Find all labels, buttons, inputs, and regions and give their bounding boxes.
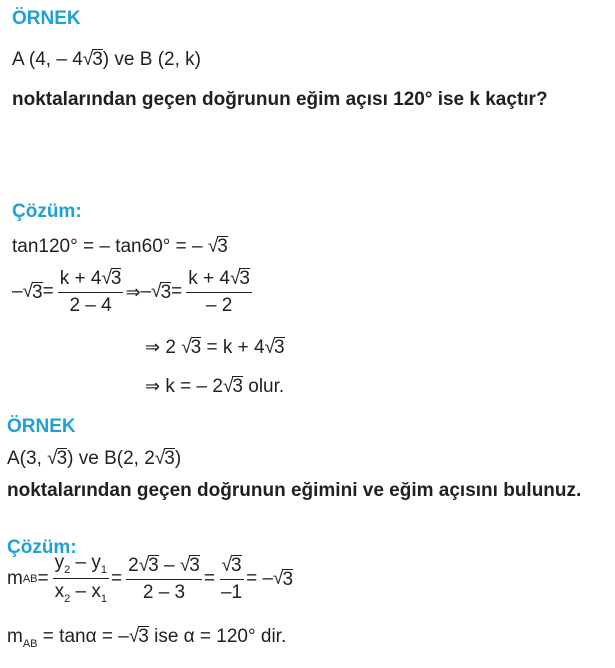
slope-formula-fraction: $\frac{y_2 - y_1}{x_2 - x_1}$	[54, 552, 107, 606]
solution-2-line-1: m AB = $\frac{y_2 - y_1}{x_2 - x_1}$ = $\frac{2√3 - √3}{2 - 3}$ = $\frac{√3}{-1}$ = – √ 3	[7, 552, 294, 606]
slope-simplified-fraction: $\frac{√3}{-1}$	[220, 554, 243, 603]
slope-value-fraction: $\frac{2√3 - √3}{2 - 3}$	[128, 554, 200, 603]
example-heading-1: ÖRNEK	[12, 8, 81, 29]
implies-arrow: ⇒	[145, 337, 161, 357]
solution-heading-2: Çözüm:	[7, 537, 77, 558]
example-2-question: noktalarından geçen doğrunun eğimini ve eğim açısını bulunuz.	[7, 480, 582, 501]
solution-1-line-2: – √ 3 = $\frac{k + 4√3}{2 - 4}$ ⇒ – √ 3 = $\frac{k + 4√3}{- 2}$	[12, 268, 250, 316]
example-heading-2: ÖRNEK	[7, 416, 76, 437]
implies-arrow: ⇒	[145, 376, 161, 396]
example-2-given-points: A(3, √3) ve B(2, 2√3)	[7, 448, 182, 469]
solution-2-line-2: $m_{AB} = \tan\alpha = -√3$ ise α = 120° dir.	[7, 626, 287, 650]
solution-1-line-4: ⇒ k = – 2√3 olur.	[145, 376, 285, 397]
solution-heading-1: Çözüm:	[12, 201, 82, 222]
fraction-2: $\frac{k + 4√3}{- 2}$	[188, 268, 250, 316]
solution-1-line-3: ⇒ 2 √3 = k + 4√3	[145, 337, 285, 358]
fraction-1: $\frac{k + 4√3}{2 - 4}$	[59, 268, 122, 316]
implies-arrow: ⇒	[125, 281, 141, 302]
solution-1-line-1: tan120° = – tan60° = – √3	[12, 236, 228, 257]
example-1-given-points: A (4, – 4√3) ve B (2, k)	[12, 49, 201, 70]
example-1-question: noktalarından geçen doğrunun eğim açısı 120° ise k kaçtır?	[12, 89, 548, 110]
